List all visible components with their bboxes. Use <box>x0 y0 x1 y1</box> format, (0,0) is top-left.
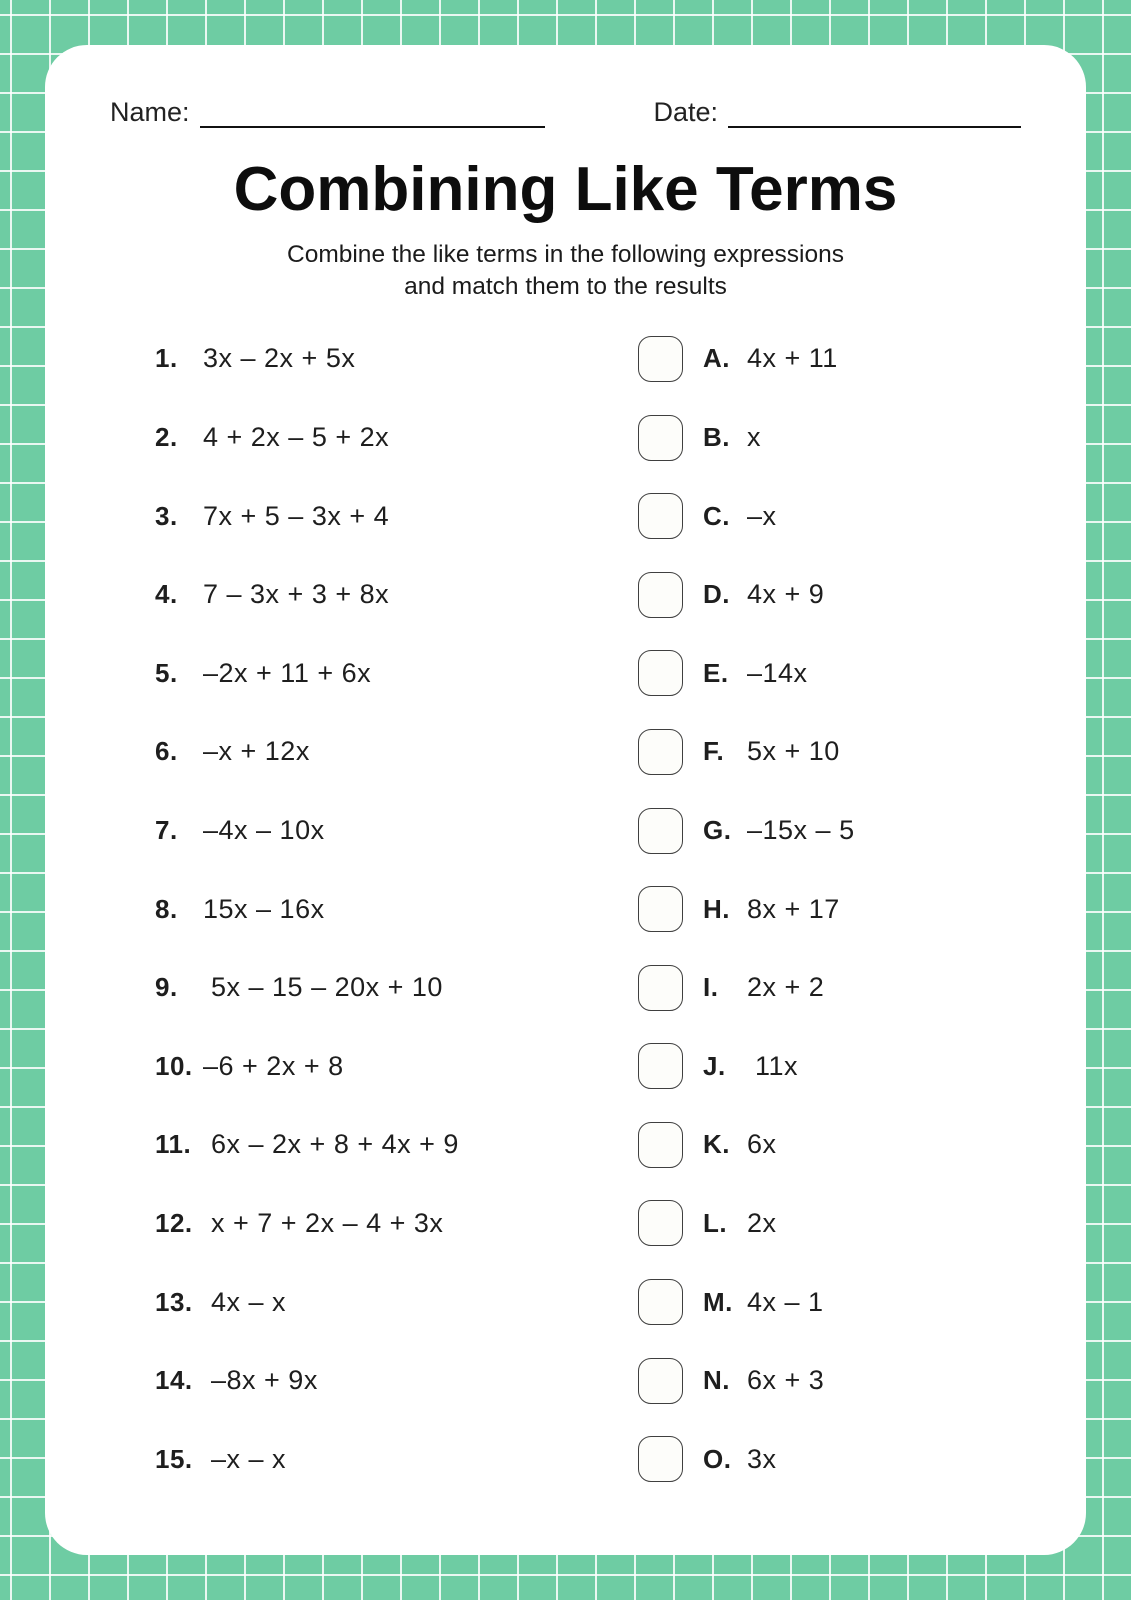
problem-item <box>110 972 638 1003</box>
answer-letter: L. <box>703 1207 728 1238</box>
worksheet-row <box>110 1106 1021 1185</box>
answer-letter: A. <box>703 343 730 374</box>
answer-item <box>638 1200 777 1246</box>
problem-expression: 7 – 3x + 3 + 8x <box>203 579 390 610</box>
problem-item <box>110 658 638 689</box>
problem-number: 1. <box>155 343 178 374</box>
answer-box[interactable] <box>638 1358 683 1404</box>
answer-item <box>638 650 808 696</box>
problem-number: 2. <box>155 422 178 453</box>
answer-box[interactable] <box>638 1043 683 1089</box>
answer-box[interactable] <box>638 415 683 461</box>
problem-number: 15. <box>155 1443 193 1474</box>
worksheet-row <box>110 713 1021 792</box>
answer-letter: C. <box>703 500 730 531</box>
answer-item <box>638 1358 824 1404</box>
worksheet-row <box>110 1263 1021 1342</box>
problem-item <box>110 422 638 453</box>
problem-number: 11. <box>155 1129 192 1160</box>
header-row <box>110 97 1021 128</box>
answer-item <box>638 572 824 618</box>
worksheet-row <box>110 1341 1021 1420</box>
problem-item <box>110 1365 638 1396</box>
problem-expression: –x – x <box>203 1443 287 1474</box>
worksheet-row <box>110 398 1021 477</box>
answer-expression: 3x <box>747 1443 777 1474</box>
answer-letter: G. <box>703 815 732 846</box>
answer-letter: D. <box>703 579 730 610</box>
answer-item <box>638 729 840 775</box>
problem-expression: –2x + 11 + 6x <box>203 657 372 688</box>
answer-letter: F. <box>703 736 725 767</box>
answer-expression: 5x + 10 <box>747 736 840 767</box>
answer-letter: I. <box>703 972 719 1003</box>
answer-box[interactable] <box>638 650 683 696</box>
worksheet-row <box>110 555 1021 634</box>
problem-item <box>110 736 638 767</box>
answer-expression: 6x + 3 <box>747 1365 825 1396</box>
answer-box[interactable] <box>638 572 683 618</box>
problem-expression: 4 + 2x – 5 + 2x <box>203 422 390 453</box>
worksheet-row <box>110 320 1021 399</box>
answer-item <box>638 1122 777 1168</box>
name-field <box>110 97 545 128</box>
problem-item <box>110 1444 638 1475</box>
page-title: Combining Like Terms <box>233 155 898 224</box>
worksheet-row <box>110 791 1021 870</box>
answer-expression: 2x + 2 <box>747 972 825 1003</box>
answer-letter: H. <box>703 893 730 924</box>
answer-box[interactable] <box>638 1122 683 1168</box>
problem-item <box>110 343 638 374</box>
answer-letter: N. <box>703 1365 730 1396</box>
worksheet-row <box>110 1027 1021 1106</box>
problem-expression: 6x – 2x + 8 + 4x + 9 <box>203 1129 459 1160</box>
answer-item <box>638 1436 777 1482</box>
instructions-text <box>110 239 1021 304</box>
problem-item <box>110 1129 638 1160</box>
problem-expression: 7x + 5 – 3x + 4 <box>203 500 390 531</box>
answer-box[interactable] <box>638 729 683 775</box>
problem-number: 10. <box>155 1050 193 1081</box>
answer-box[interactable] <box>638 1436 683 1482</box>
answer-letter: M. <box>703 1286 733 1317</box>
problem-number: 6. <box>155 736 178 767</box>
answer-expression: x <box>747 422 761 453</box>
answer-box[interactable] <box>638 808 683 854</box>
problem-expression: –4x – 10x <box>203 815 325 846</box>
name-label: Name: <box>110 97 190 127</box>
answer-expression: 6x <box>747 1129 777 1160</box>
problem-number: 14. <box>155 1365 193 1396</box>
date-field <box>653 97 1021 128</box>
problem-expression: 15x – 16x <box>203 893 325 924</box>
answer-item <box>638 1279 824 1325</box>
answer-expression: –x <box>747 500 777 531</box>
answer-box[interactable] <box>638 965 683 1011</box>
problem-expression: –8x + 9x <box>203 1365 318 1396</box>
worksheet-card <box>45 45 1086 1555</box>
problem-number: 4. <box>155 579 178 610</box>
problem-expression: 3x – 2x + 5x <box>203 343 356 374</box>
problem-number: 13. <box>155 1286 193 1317</box>
problem-expression: 5x – 15 – 20x + 10 <box>203 972 443 1003</box>
answer-item <box>638 415 761 461</box>
problem-number: 3. <box>155 500 178 531</box>
worksheet-row <box>110 948 1021 1027</box>
problem-expression: 4x – x <box>203 1286 287 1317</box>
answer-letter: O. <box>703 1443 732 1474</box>
problem-expression: –x + 12x <box>203 736 310 767</box>
date-label: Date: <box>653 97 718 127</box>
answer-expression: –14x <box>747 657 808 688</box>
problem-item <box>110 579 638 610</box>
problem-number: 8. <box>155 893 178 924</box>
answer-item <box>638 886 840 932</box>
instructions-line-2: and match them to the results <box>404 273 727 301</box>
matching-list <box>110 320 1021 1499</box>
answer-expression: 4x + 11 <box>747 343 838 374</box>
answer-item <box>638 493 777 539</box>
answer-expression: 4x + 9 <box>747 579 825 610</box>
answer-expression: 11x <box>747 1050 799 1081</box>
problem-item <box>110 1051 638 1082</box>
problem-expression: x + 7 + 2x – 4 + 3x <box>203 1207 444 1238</box>
answer-box[interactable] <box>638 886 683 932</box>
answer-item <box>638 336 838 382</box>
date-input-line[interactable] <box>728 98 1021 128</box>
answer-letter: K. <box>703 1129 730 1160</box>
problem-expression: –6 + 2x + 8 <box>203 1050 344 1081</box>
answer-item <box>638 965 824 1011</box>
answer-item <box>638 1043 798 1089</box>
problem-item <box>110 815 638 846</box>
problem-number: 12. <box>155 1207 193 1238</box>
answer-expression: –15x – 5 <box>747 815 855 846</box>
problem-item <box>110 1208 638 1239</box>
answer-box[interactable] <box>638 1279 683 1325</box>
answer-expression: 8x + 17 <box>747 893 840 924</box>
answer-box[interactable] <box>638 336 683 382</box>
name-input-line[interactable] <box>200 98 545 128</box>
worksheet-row <box>110 870 1021 949</box>
problem-number: 7. <box>155 815 178 846</box>
answer-box[interactable] <box>638 493 683 539</box>
worksheet-row <box>110 1184 1021 1263</box>
worksheet-row <box>110 634 1021 713</box>
answer-letter: E. <box>703 657 729 688</box>
instructions-line-1: Combine the like terms in the following expressions <box>287 241 844 268</box>
problem-number: 5. <box>155 657 178 688</box>
answer-expression: 4x – 1 <box>747 1286 824 1317</box>
answer-box[interactable] <box>638 1200 683 1246</box>
problem-item <box>110 894 638 925</box>
problem-number: 9. <box>155 972 178 1003</box>
answer-item <box>638 808 855 854</box>
answer-expression: 2x <box>747 1207 777 1238</box>
worksheet-row <box>110 477 1021 556</box>
answer-letter: J. <box>703 1050 726 1081</box>
answer-letter: B. <box>703 422 730 453</box>
problem-item <box>110 501 638 532</box>
worksheet-row <box>110 1420 1021 1499</box>
problem-item <box>110 1287 638 1318</box>
